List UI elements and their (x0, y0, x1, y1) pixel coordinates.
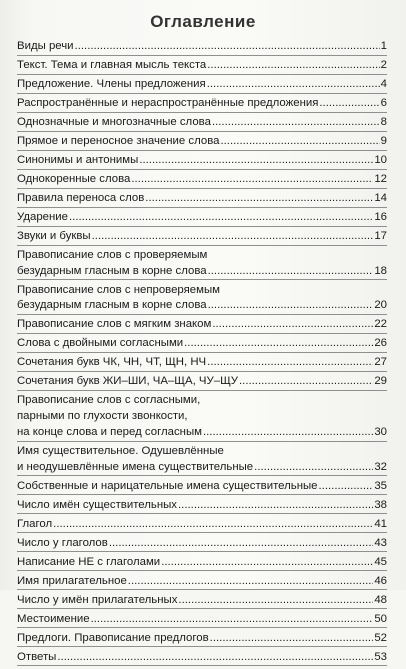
toc-entry-title: и неодушевлённые имена существительные (17, 460, 254, 473)
dot-leader (203, 425, 373, 441)
page-title: Оглавление (150, 12, 256, 31)
toc-entry[interactable] (17, 39, 387, 56)
toc-page-number: 30 (374, 425, 387, 438)
dot-leader (208, 298, 374, 314)
toc-entry[interactable] (17, 650, 387, 667)
dot-leader (207, 355, 373, 371)
toc-entry-line (17, 191, 387, 207)
toc-entry-title: Правописание слов с мягким знаком (17, 318, 212, 331)
toc-entry-line (17, 536, 387, 552)
dot-leader (212, 317, 373, 333)
toc-entry[interactable] (17, 517, 387, 534)
toc-entry-line (17, 248, 387, 264)
dot-leader (178, 498, 373, 514)
toc-entry-title: Ответы (17, 650, 57, 663)
toc-entry[interactable] (17, 593, 387, 610)
toc-entry-title: безударным гласным в корне слова (17, 264, 207, 277)
toc-entry-line (17, 229, 387, 245)
dot-leader (212, 115, 380, 131)
toc-page-number: 16 (374, 211, 387, 223)
dot-leader (220, 134, 379, 150)
toc-entry-line (17, 498, 387, 514)
toc-entry-title: Текст. Тема и главная мысль текста (17, 59, 207, 71)
toc-entry[interactable] (17, 317, 387, 334)
toc-entry[interactable] (17, 191, 387, 208)
toc-entry-line (17, 409, 387, 425)
toc-entry-title: Однозначные и многозначные слова (17, 116, 211, 128)
toc-entry[interactable] (17, 498, 387, 515)
toc-page-number: 48 (374, 593, 387, 606)
toc-page-number: 17 (374, 230, 387, 242)
dot-leader (145, 191, 373, 207)
dot-leader (91, 612, 374, 628)
dot-leader (128, 574, 374, 590)
dot-leader (69, 210, 373, 226)
toc-page-number: 41 (374, 517, 387, 530)
toc-entry-line (17, 115, 387, 131)
toc-entry[interactable] (17, 210, 387, 227)
toc-entry-line (17, 355, 387, 371)
toc-entry[interactable] (17, 153, 387, 170)
toc-entry-title: Однокоренные слова (17, 173, 131, 185)
dot-leader (319, 96, 379, 112)
toc-entry-title: Сочетания букв ЖИ–ШИ, ЧА–ЩА, ЧУ–ЩУ (17, 375, 238, 388)
toc-entry-line (17, 444, 387, 460)
toc-entry-line (17, 172, 387, 188)
toc-entry[interactable] (17, 374, 387, 391)
toc-page-number: 53 (374, 650, 387, 663)
toc-entry-title: Правописание слов с проверяемым (17, 249, 208, 261)
dot-leader (239, 374, 373, 390)
toc-page-number: 6 (380, 97, 387, 109)
toc-entry[interactable] (17, 283, 387, 315)
toc-page-number: 45 (374, 555, 387, 568)
dot-leader (254, 460, 373, 476)
toc-entry[interactable] (17, 631, 387, 648)
toc-entry[interactable] (17, 172, 387, 189)
toc-page-number: 20 (374, 299, 387, 312)
dot-leader (139, 153, 373, 169)
toc-page-number: 22 (374, 318, 387, 331)
toc-entry-title: Виды речи (17, 40, 74, 52)
dot-leader (75, 39, 380, 55)
toc-page-number: 32 (374, 460, 387, 473)
toc-entry-line (17, 374, 387, 390)
toc-entry-line (17, 96, 387, 112)
toc-page-number: 14 (374, 192, 387, 204)
dot-leader (161, 555, 373, 571)
toc-entry-title: Распространённые и нераспространённые предложения (17, 97, 319, 109)
dot-leader (208, 264, 374, 280)
toc-page-number: 18 (374, 264, 387, 277)
toc-page-number: 35 (374, 479, 387, 492)
toc-entry-title: Правописание слов с согласными, (17, 394, 201, 407)
toc-entry-title: Глагол (17, 517, 53, 530)
dot-leader (57, 650, 373, 666)
dot-leader (207, 77, 380, 93)
toc-entry-line (17, 77, 387, 93)
toc-entry-title: Правописание слов с непроверяемым (17, 283, 220, 296)
toc-entry[interactable] (17, 58, 387, 75)
toc-entry-line (17, 264, 387, 280)
toc-entry-title: Сочетания букв ЧК, ЧН, ЧТ, ЩН, НЧ (17, 356, 207, 369)
toc-page-number: 50 (374, 612, 387, 625)
toc-page-number: 38 (374, 498, 387, 511)
toc-entry-line (17, 631, 387, 647)
toc-entry-title: Имя прилагательное (17, 574, 127, 587)
toc-entry-line (17, 298, 387, 314)
toc-entry[interactable] (17, 393, 387, 441)
toc-page-number: 27 (374, 356, 387, 369)
toc-entry-line (17, 555, 387, 571)
toc-entry-title: Предложение. Члены предложения (17, 78, 206, 90)
toc-entry-line (17, 153, 387, 169)
dot-leader (178, 593, 373, 609)
toc-entry[interactable] (17, 555, 387, 572)
toc-entry[interactable] (17, 248, 387, 280)
toc-page-number: 2 (380, 59, 387, 71)
toc-entry-line (17, 593, 387, 609)
toc-entry[interactable] (17, 355, 387, 372)
toc-entry[interactable] (17, 229, 387, 246)
toc-entry-title: Слова с двойными согласными (17, 337, 184, 350)
toc-page-number: 10 (374, 154, 387, 166)
toc-entry-title: Синонимы и антонимы (17, 154, 139, 166)
dot-leader (210, 631, 374, 647)
toc-page-number: 52 (374, 631, 387, 644)
dot-leader (184, 336, 373, 352)
toc-entry[interactable] (17, 536, 387, 553)
toc-entry-title: Прямое и переносное значение слова (17, 135, 220, 147)
toc-entry[interactable] (17, 115, 387, 132)
toc-entry-title: Написание НЕ с глаголами (17, 555, 161, 568)
toc-entry-title: Местоимение (17, 612, 90, 625)
toc-entry-title: Имя существительное. Одушевлённые (17, 444, 224, 457)
toc-entry[interactable] (17, 479, 387, 496)
dot-leader (53, 517, 373, 533)
toc-entry-line (17, 612, 387, 628)
toc-entry-line (17, 283, 387, 299)
toc-entry-title: Звуки и буквы (17, 230, 91, 242)
dot-leader (207, 58, 379, 74)
toc-entry-title: на конце слова и перед согласным (17, 425, 202, 438)
toc-entry-line (17, 517, 387, 533)
toc-entry-line (17, 336, 387, 352)
toc-entry-title: Собственные и нарицательные имена существительные (17, 479, 318, 492)
toc-entry[interactable] (17, 96, 387, 113)
toc-page-number: 26 (374, 337, 387, 350)
toc-entry-line (17, 39, 387, 55)
toc-entry-title: Ударение (17, 211, 68, 223)
dot-leader (131, 172, 373, 188)
toc-entry-line (17, 650, 387, 666)
toc-page-number: 29 (374, 375, 387, 388)
dot-leader (92, 229, 374, 245)
toc-entry-line (17, 479, 387, 495)
toc-page-number: 43 (374, 536, 387, 549)
toc-entry-title: Предлоги. Правописание предлогов (17, 631, 209, 644)
dot-leader (109, 536, 374, 552)
toc-entry-line (17, 574, 387, 590)
toc-entry-line (17, 393, 387, 409)
toc-page-number: 12 (374, 173, 387, 185)
toc-list (17, 39, 387, 669)
toc-entry-line (17, 425, 387, 441)
toc-entry-title: Число имён существительных (17, 498, 178, 511)
toc-entry[interactable] (17, 612, 387, 629)
toc-entry[interactable] (17, 77, 387, 94)
toc-entry[interactable] (17, 134, 387, 151)
toc-entry[interactable] (17, 336, 387, 353)
toc-entry-title: Правила переноса слов (17, 192, 145, 204)
toc-entry-title: безударным гласным в корне слова (17, 299, 207, 312)
toc-entry-line (17, 317, 387, 333)
toc-entry-title: Число у имён прилагательных (17, 593, 178, 606)
toc-entry[interactable] (17, 574, 387, 591)
toc-entry-title: парными по глухости звонкости, (17, 410, 188, 423)
toc-page-number: 9 (380, 135, 387, 147)
toc-page-number: 8 (380, 116, 387, 128)
toc-entry-line (17, 58, 387, 74)
toc-entry-line (17, 210, 387, 226)
toc-page-number: 4 (380, 78, 387, 90)
toc-page-number: 1 (380, 40, 387, 52)
toc-page-number: 46 (374, 574, 387, 587)
toc-entry[interactable] (17, 444, 387, 476)
toc-entry-line (17, 134, 387, 150)
toc-entry-line (17, 460, 387, 476)
dot-leader (319, 479, 374, 495)
toc-entry-title: Число у глаголов (17, 536, 108, 549)
